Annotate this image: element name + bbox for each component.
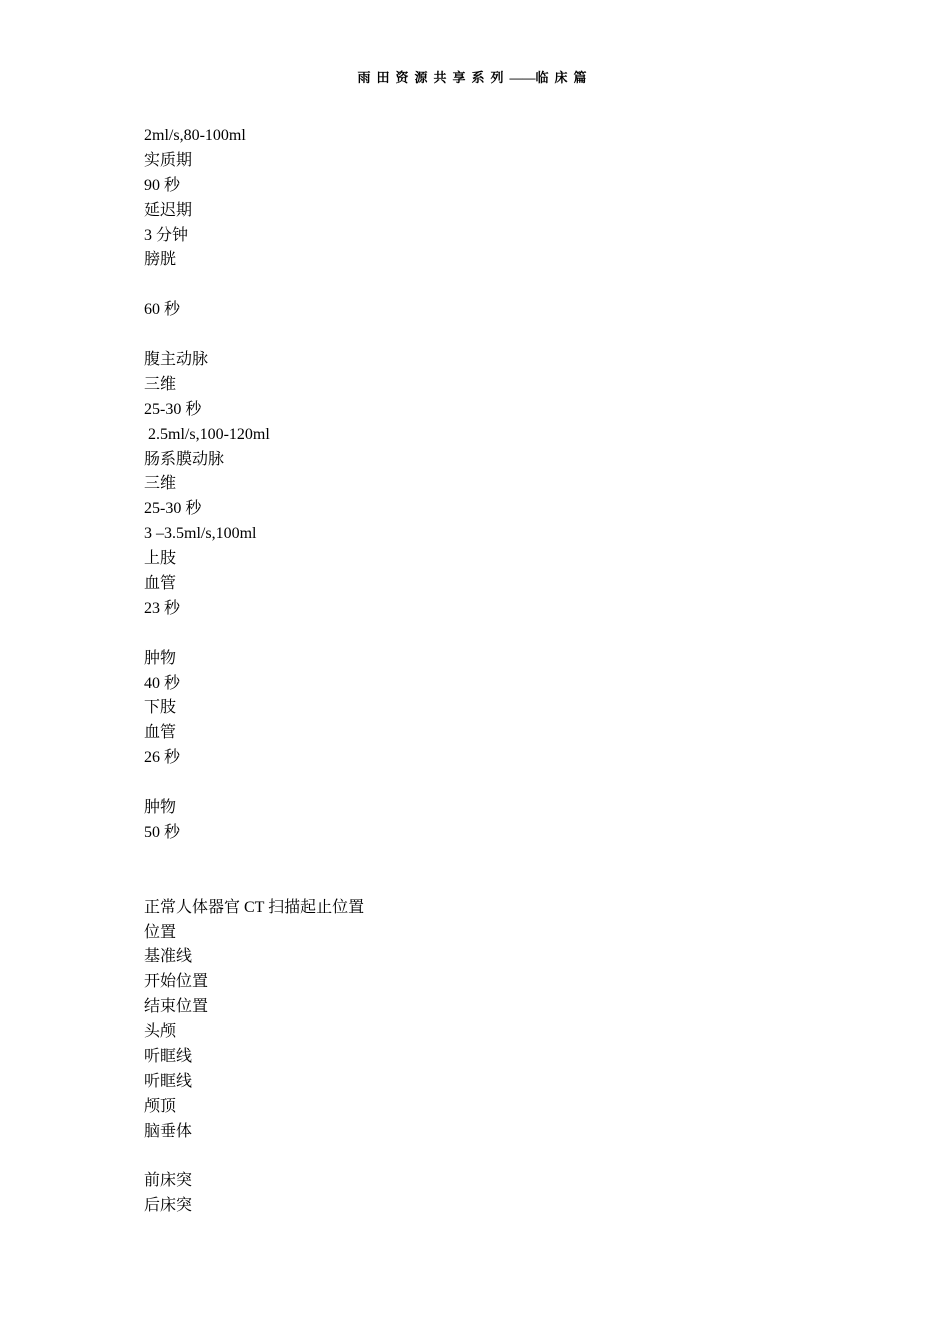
text-line: 前床突 <box>144 1172 193 1190</box>
text-line: 延迟期 <box>144 201 193 219</box>
text-line: 脑垂体 <box>144 1122 193 1140</box>
text-line: 颅顶 <box>144 1097 177 1115</box>
text-line: 3 分钟 <box>144 226 189 244</box>
text-line: 后床突 <box>144 1197 193 1215</box>
text-line: 血管 <box>144 724 177 742</box>
text-line: 60 秒 <box>144 301 181 319</box>
header-section: 临床篇 <box>535 70 593 85</box>
text-line: 开始位置 <box>144 973 209 991</box>
text-line: 肠系膜动脉 <box>144 450 225 468</box>
text-line: 2ml/s,80-100ml <box>144 127 246 144</box>
text-line: 腹主动脉 <box>144 351 209 369</box>
blank-line <box>144 771 844 796</box>
text-line: 90 秒 <box>144 176 181 194</box>
text-line: 三维 <box>144 375 177 393</box>
text-line: 26 秒 <box>144 749 181 767</box>
blank-line <box>144 1145 844 1170</box>
text-line: 2.5ml/s,100-120ml <box>144 425 270 443</box>
text-line: 下肢 <box>144 699 177 717</box>
text-line: 50 秒 <box>144 823 181 841</box>
text-line: 肿物 <box>144 799 177 817</box>
text-line: 25-30 秒 <box>144 400 202 418</box>
text-line: 40 秒 <box>144 674 181 692</box>
blank-line <box>144 323 844 348</box>
text-line: 听眶线 <box>144 1072 193 1090</box>
blank-line <box>144 273 844 298</box>
blank-line <box>144 846 844 871</box>
text-line: 正常人体器官 CT 扫描起止位置 <box>144 898 365 916</box>
text-line: 听眶线 <box>144 1047 193 1065</box>
text-line: 25-30 秒 <box>144 500 202 518</box>
text-line: 血管 <box>144 575 177 593</box>
text-line: 上肢 <box>144 550 177 568</box>
text-line: 基准线 <box>144 948 193 966</box>
text-line: 3 –3.5ml/s,100ml <box>144 525 257 543</box>
text-line: 位置 <box>144 923 177 941</box>
text-line: 膀胱 <box>144 251 177 269</box>
text-line: 头颅 <box>144 1023 177 1041</box>
document-body <box>144 124 844 1219</box>
text-line: 结束位置 <box>144 998 209 1016</box>
text-line: 肿物 <box>144 649 177 667</box>
blank-line <box>144 622 844 647</box>
blank-line <box>144 871 844 896</box>
text-line: 三维 <box>144 475 177 493</box>
text-line: 实质期 <box>144 151 193 169</box>
header-series-title: 雨田资源共享系列 <box>357 70 510 85</box>
text-line: 23 秒 <box>144 599 181 617</box>
page-header <box>0 69 950 87</box>
header-separator: —— <box>509 70 536 85</box>
